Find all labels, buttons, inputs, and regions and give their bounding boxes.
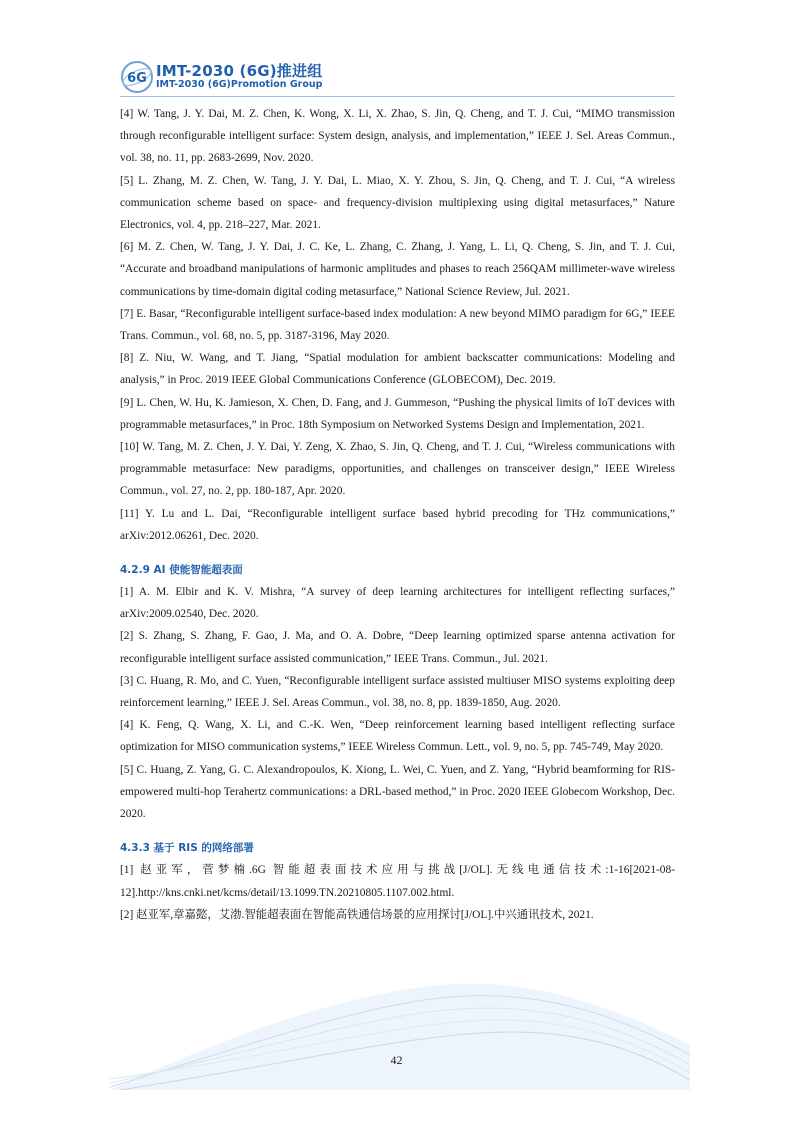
logo-mark-text: 6G (127, 71, 147, 86)
imt2030-logo-icon (120, 60, 154, 94)
reference-item: [2] 赵亚军,章嘉懿，艾渤.智能超表面在智能高铁通信场景的应用探讨[J/OL].中兴通讯技术, 2021. (120, 908, 594, 921)
reference-item: [9] L. Chen, W. Hu, K. Jamieson, X. Chen, D. Fang, and J. Gummeson, “Pushing the physical limits of IoT devices with programmable metasurfaces,” in Proc. 18th Symposium on Networked Systems Design and Implementation, 2021. (120, 396, 675, 431)
reference-item: [5] L. Zhang, M. Z. Chen, W. Tang, J. Y. Dai, L. Miao, X. Y. Zhou, S. Jin, Q. Cheng, and T. J. Cui, “A wireless communication scheme based on space- and frequency-division multiplexing using digital metasurfaces,” Nature Electronics, vol. 4, pp. 218–227, Mar. 2021. (120, 174, 675, 232)
header-subtitle: IMT-2030 (6G)Promotion Group (156, 79, 323, 90)
reference-item: [10] W. Tang, M. Z. Chen, J. Y. Dai, Y. Zeng, X. Zhao, S. Jin, Q. Cheng, and T. J. Cui, “Wireless communications with programmable metasurface: New paradigms, opportunities, and challenges on transceiver design,” IEEE Wireless Commun., vol. 27, no. 2, pp. 180-187, Apr. 2020. (120, 441, 675, 498)
reference-item: [3] C. Huang, R. Mo, and C. Yuen, “Reconfigurable intelligent surface assisted multiuser MISO systems exploiting deep reinforcement learning,” IEEE J. Sel. Areas Commun., vol. 38, no. 8, pp. 1839-1850, Aug. 2020. (120, 674, 675, 710)
reference-item: [6] M. Z. Chen, W. Tang, J. Y. Dai, J. C. Ke, L. Zhang, C. Zhang, J. Yang, L. Li, Q. Cheng, S. Jin, and T. J. Cui, “Accurate and broadband manipulations of harmonic amplitudes and phases to reach 256QAM millimeter-wave wireless communications by time-domain digital coding metasurface,” National Science Review, Jul. 2021. (120, 241, 675, 298)
header-title: IMT-2030 (6G)推进组 (156, 62, 323, 80)
reference-list (120, 103, 675, 926)
section-heading-ai-ris: 4.2.9 AI 使能智能超表面 (120, 564, 243, 577)
page-header (120, 58, 680, 98)
reference-item: [8] Z. Niu, W. Wang, and T. Jiang, “Spatial modulation for ambient backscatter communications: Modeling and analysis,” in Proc. 2019 IEEE Global Communications Conference (GLOBECOM), Dec. 2019. (120, 352, 675, 387)
section-heading-ris-network: 4.3.3 基于 RIS 的网络部署 (120, 842, 254, 855)
reference-item: [2] S. Zhang, S. Zhang, F. Gao, J. Ma, and O. A. Dobre, “Deep learning optimized sparse antenna activation for reconfigurable intelligent surface assisted communication,” IEEE Trans. Commun., Jul. 2021. (120, 630, 675, 665)
reference-item: [1] 赵亚军，菅梦楠.6G 智能超表面技术应用与挑战[J/OL].无线电通信技术:1-16[2021-08-12].http://kns.cnki.net/kcms/detail/13.1099.TN.20210805.1107.002.html. (120, 864, 675, 899)
reference-item: [1] A. M. Elbir and K. V. Mishra, “A survey of deep learning architectures for intelligent reflecting surfaces,” arXiv:2009.02540, Dec. 2020. (120, 586, 675, 621)
reference-item: [4] K. Feng, Q. Wang, X. Li, and C.-K. Wen, “Deep reinforcement learning based intelligent reflecting surface optimization for MISO communication systems,” IEEE Wireless Commun. Lett., vol. 9, no. 5, pp. 745-749, May 2020. (120, 719, 675, 754)
header-divider (120, 96, 675, 97)
footer-wave-decoration (110, 975, 690, 1090)
reference-item: [7] E. Basar, “Reconfigurable intelligent surface-based index modulation: A new beyond MIMO paradigm for 6G,” IEEE Trans. Commun., vol. 68, no. 5, pp. 3187-3196, May 2020. (120, 307, 675, 343)
reference-item: [4] W. Tang, J. Y. Dai, M. Z. Chen, K. Wong, X. Li, X. Zhao, S. Jin, Q. Cheng, and T. J. Cui, “MIMO transmission through reconfigurable intelligent surface: System design, analysis, and implementation,” IEEE J. Sel. Areas Commun., vol. 38, no. 11, pp. 2683-2699, Nov. 2020. (120, 108, 675, 165)
reference-item: [11] Y. Lu and L. Dai, “Reconfigurable intelligent surface based hybrid precoding for THz communications,” arXiv:2012.06261, Dec. 2020. (120, 507, 675, 542)
reference-item: [5] C. Huang, Z. Yang, G. C. Alexandropoulos, K. Xiong, L. Wei, C. Yuen, and Z. Yang, “Hybrid beamforming for RIS-empowered multi-hop Terahertz communications: a DRL-based method,” in Proc. 2020 IEEE Globecom Workshop, Dec. 2020. (120, 763, 675, 821)
page-number: 42 (390, 1053, 403, 1067)
